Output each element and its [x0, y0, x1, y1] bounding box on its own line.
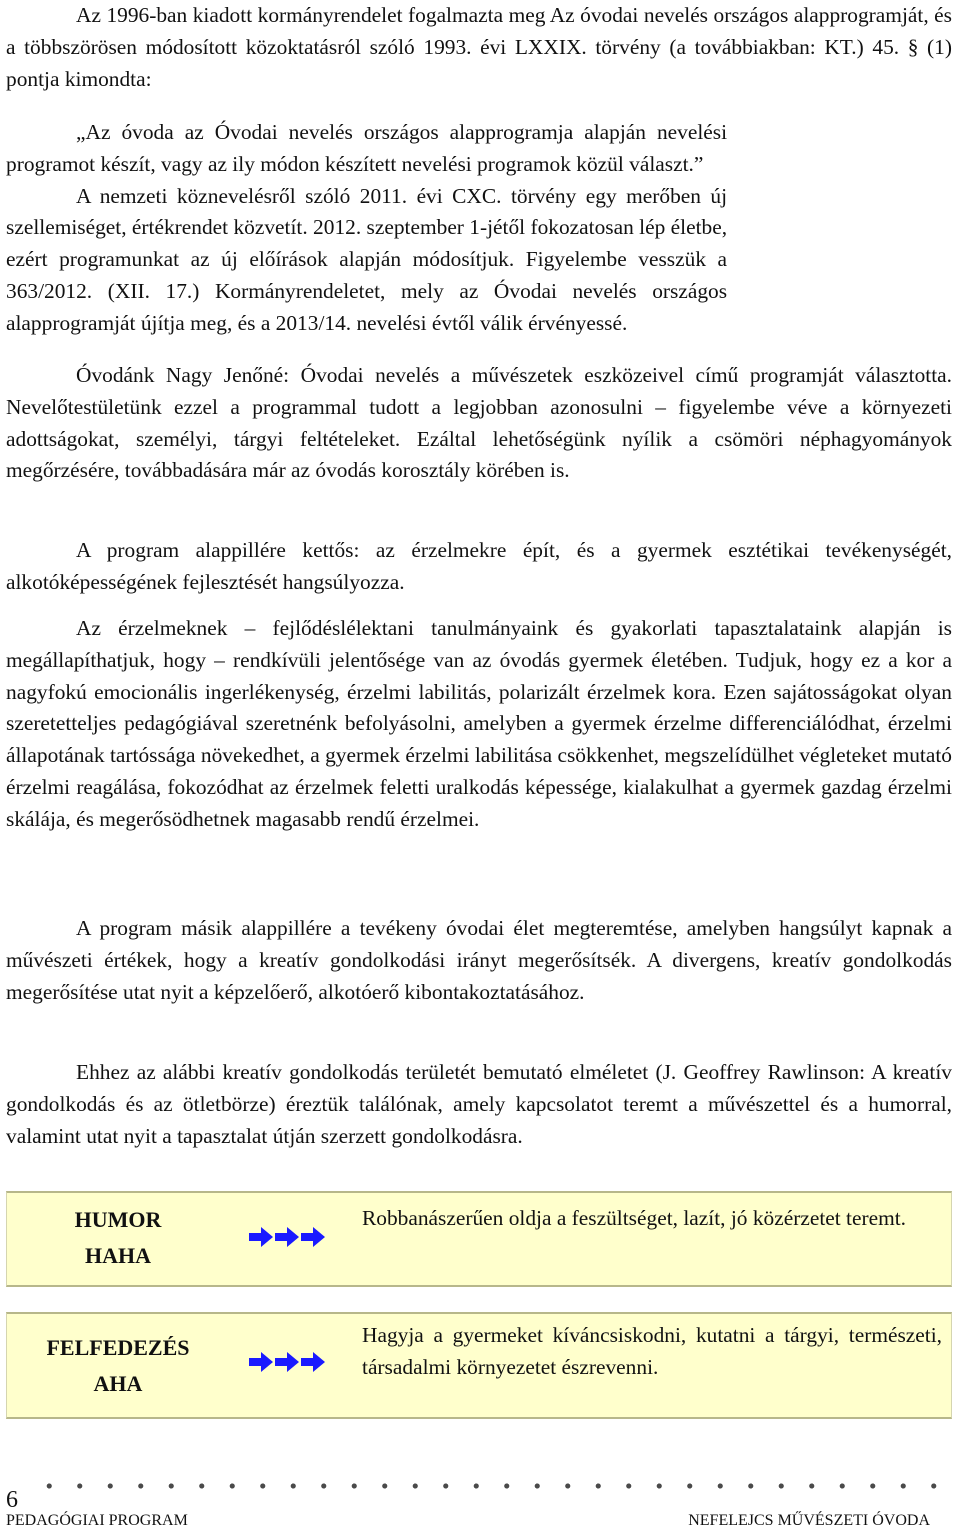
concept-description: Hagyja a gyermeket kíváncsiskodni, kutatni a tárgyi, természeti, társadalmi környezetet észrevenni.: [362, 1323, 942, 1379]
concept-description: Robbanászerűen oldja a feszültséget, lazít, jó közérzetet teremt.: [362, 1206, 907, 1230]
paragraph-pillar-one: A program alappillére kettős: az érzelmekre épít, és a gyermek esztétikai tevékenységét, alkotóképességének fejlesztését hangsúlyozza.: [6, 538, 952, 594]
paragraph-creative-theory: Ehhez az alábbi kreatív gondolkodás területét bemutató elméletet (J. Geoffrey Rawlinson: A kreatív gondolkodás és az ötletbörze) éreztük találónak, amely kapcsolatot teremt a művészettel és a humorral, valamint utat nyit a tapasztalat útján szerzett gondolkodásra.: [6, 1060, 952, 1148]
paragraph-quote-law: [6, 117, 727, 340]
concept-title-line: HAHA: [85, 1243, 151, 1268]
footer-dotted-divider: [34, 1481, 950, 1491]
page-number: 6: [6, 1487, 18, 1513]
law-line: A nemzeti köznevelésről szóló 2011. évi CXC. törvény egy merőben új: [76, 183, 728, 208]
law-line: ezért programunkat az új előírások alapján módosítjuk. Figyelembe vesszük a: [6, 247, 728, 272]
triple-right-arrow-icon: [249, 1352, 325, 1372]
concept-box-humor: [6, 1191, 952, 1287]
concept-title-line: FELFEDEZÉS: [46, 1335, 190, 1360]
concept-title-line: HUMOR: [74, 1207, 162, 1232]
concept-title: [7, 1202, 229, 1274]
quote-line: „Az óvoda az Óvodai nevelés országos alapprogramja alapján nevelési: [76, 120, 728, 144]
law-line: 363/2012. (XII. 17.) Kormányrendeletet, mely az Óvodai nevelés országos: [6, 278, 728, 303]
concept-title-line: AHA: [93, 1371, 143, 1396]
concept-box-discovery: [6, 1312, 952, 1419]
footer-document-title: PEDAGÓGIAI PROGRAM: [6, 1512, 188, 1529]
paragraph-program-choice: Óvodánk Nagy Jenőné: Óvodai nevelés a művészetek eszközeivel című programját választotta. Nevelőtestületünk ezzel a programmal tudott a legjobban azonosulni – figyelembe véve a környezeti adottságokat, személyi, tárgyi feltételeket. Ezáltal lehetőségünk nyílik a csömöri néphagyományok megőrzésére, továbbadására már az óvodás korosztály körében is.: [6, 363, 952, 483]
triple-right-arrow-icon: [249, 1227, 325, 1247]
footer-institution-name: NEFELEJCS MŰVÉSZETI ÓVODA: [688, 1512, 930, 1529]
concept-title: [7, 1330, 229, 1402]
paragraph-pillar-two: A program másik alappillére a tevékeny óvodai élet megteremtése, amelyben hangsúlyt kapnak a művészeti értékek, hogy a kreatív gondolkodási irányt megerősítsék. A divergens, kreatív gondolkodás megerősítése utat nyit a képzelőerő, alkotóerő kibontakoztatásához.: [6, 916, 952, 1004]
quote-line: programot készít, vagy az ily módon készített nevelési programok közül választ.”: [6, 151, 704, 176]
law-line: szellemiséget, értékrendet közvetít. 2012. szeptember 1-jétől fokozatosan lép életbe,: [6, 215, 728, 240]
paragraph-intro: Az 1996-ban kiadott kormányrendelet fogalmazta meg Az óvodai nevelés országos alapprogramját, és a többszörösen módosított közoktatásról szóló 1993. évi LXXIX. törvény (a továbbiakban: KT.) 45. § (1) pontja kimondta:: [6, 3, 952, 91]
paragraph-emotions: Az érzelmeknek – fejlődéslélektani tanulmányaink és gyakorlati tapasztalataink alapján is megállapíthatjuk, hogy – rendkívüli jelentősége van az óvodás gyermek életében. Tudjuk, hogy ez a kor a nagyfokú emocionális ingerlékenység, érzelmi labilitás, polarizált érzelmek kora. Ezen sajátosságokat olyan szeretetteljes pedagógiával szeretnénk befolyásolni, amelyben a gyermek érzelme differenciálódhat, érzelmi állapotának tartóssága növekedhet, a gyermek érzelmi labilitása csökkenhet, megszelídülhet végleteket mutató érzelmi reagálása, fokozódhat az érzelmek feletti uralkodás képessége, kialakulhat a gyermek gazdag érzelmi skálája, és megerősödhetnek magasabb rendű érzelmei.: [6, 616, 952, 831]
law-line: alapprogramját újítja meg, és a 2013/14. nevelési évtől válik érvényessé.: [6, 310, 628, 335]
